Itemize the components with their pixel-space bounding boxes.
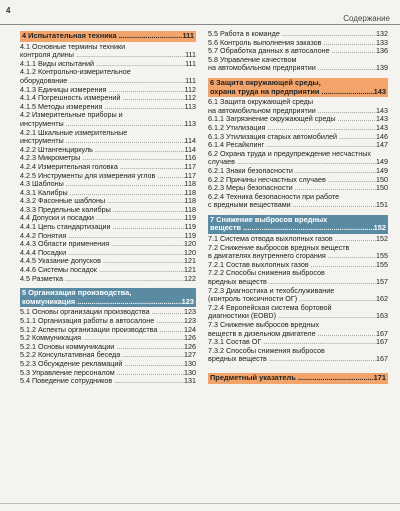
spacer [20, 283, 196, 287]
toc-page-number: 155 [376, 259, 388, 269]
toc-entry-text: 4.4.3 Области применения ..... [20, 240, 184, 249]
toc-entry[interactable] [20, 240, 196, 249]
toc-entry-text: 4.3.2 Фасонные шаблоны ..... [20, 197, 185, 206]
toc-page-number: 126 [184, 333, 196, 343]
toc-entry-text: 4.1.2 Контрольно-измерительное [20, 67, 131, 77]
toc-entry[interactable] [20, 94, 196, 103]
toc-entry-text: веществ ..... [210, 224, 374, 233]
toc-page-number: 114 [184, 144, 196, 154]
toc-chapter-header[interactable] [208, 373, 388, 384]
toc-entry-text: 7.2.3 Диагностика и техобслуживание [208, 285, 335, 295]
toc-entry-text: 6.2.4 Техника безопасности при работе [208, 191, 340, 201]
toc-page-number: 130 [184, 367, 196, 377]
toc-page-number: 143 [373, 86, 386, 96]
toc-page-number: 112 [184, 93, 196, 103]
toc-page-number: 119 [184, 213, 196, 223]
toc-entry[interactable] [20, 180, 196, 189]
toc-entry[interactable] [20, 275, 196, 284]
toc-entry[interactable] [20, 214, 196, 223]
toc-entry-text: 6.2.3 Меры безопасности ..... [208, 184, 376, 193]
toc-entry-text: 5.8 Управление качеством [208, 54, 297, 64]
toc-entry-text: 4.4.2 Понятия ..... [20, 232, 185, 241]
toc-entry-text: 6.1.2 Утилизация ..... [208, 124, 376, 133]
toc-entry[interactable] [208, 193, 388, 210]
toc-right-column [208, 30, 388, 385]
toc-entry-text: 7.2.1 Состав выхлопных газов ..... [208, 261, 376, 270]
toc-page-number: 146 [376, 131, 388, 141]
toc-entry[interactable] [20, 317, 196, 326]
toc-entry[interactable] [20, 377, 196, 386]
toc-page-number: 120 [184, 247, 196, 257]
toc-page-number: 118 [184, 179, 196, 189]
toc-entry-text: 4.1.5 Методы измерения ..... [20, 103, 185, 112]
toc-entry[interactable] [20, 43, 196, 60]
spacer [208, 73, 388, 77]
toc-entry[interactable] [20, 326, 196, 335]
toc-entry[interactable] [20, 351, 196, 360]
toc-entry-text: 4.4.6 Системы посадок ..... [20, 266, 184, 275]
toc-page-number: 112 [184, 84, 196, 94]
toc-page-number: 126 [184, 341, 196, 351]
toc-entry[interactable] [208, 287, 388, 304]
toc-page-number: 122 [184, 273, 196, 283]
toc-entry-text: на автомобильном предприятии ..... [208, 64, 376, 73]
toc-chapter-header[interactable] [20, 31, 196, 42]
toc-left-column [20, 30, 196, 386]
toc-entry-text: 4.3 Шаблоны ..... [20, 180, 185, 189]
toc-entry[interactable] [208, 39, 388, 48]
toc-entry[interactable] [20, 257, 196, 266]
toc-page-number: 121 [184, 265, 196, 275]
toc-entry[interactable] [20, 249, 196, 258]
toc-page-number: 123 [184, 316, 196, 325]
toc-page-number: 163 [376, 311, 388, 321]
toc-entry-text: коммуникация ..... [22, 298, 182, 307]
toc-entry-text: 4.4.5 Указание допусков ..... [20, 257, 184, 266]
toc-entry-text: в двигателях внутреннего сгорания ..... [208, 252, 376, 261]
toc-page-number: 118 [184, 196, 196, 206]
toc-entry-text: 5.6 Контроль выполнения заказов ..... [208, 39, 376, 48]
toc-page-number: 127 [184, 350, 196, 360]
toc-entry-text: 4 Испытательная техника ..... [22, 32, 182, 41]
toc-page-number: 111 [185, 50, 196, 60]
toc-entry-text: 4.4.1 Цепь стандартизации ..... [20, 223, 185, 232]
toc-entry-text: охрана труда на предприятии ..... [210, 88, 374, 97]
toc-page-number: 136 [376, 46, 388, 56]
toc-entry-text: контроля длины ..... [20, 51, 185, 60]
spacer [208, 210, 388, 214]
toc-entry[interactable] [208, 244, 388, 261]
toc-entry[interactable] [20, 146, 196, 155]
toc-entry-text: 4.2.2 Штангенциркуль ..... [20, 146, 185, 155]
toc-entry[interactable] [208, 133, 388, 142]
toc-page-number: 167 [376, 328, 388, 338]
footer-divider [0, 503, 400, 504]
toc-entry-text: 6.1.3 Утилизация старых автомобилей ..... [208, 133, 376, 142]
toc-entry-text: веществ в дизельном двигателе ..... [208, 330, 376, 339]
toc-entry-text: 4.4 Допуски и посадки ..... [20, 214, 185, 223]
toc-entry[interactable] [20, 68, 196, 85]
page-header [0, 0, 400, 26]
toc-entry[interactable] [208, 321, 388, 338]
toc-page-number: 149 [376, 165, 388, 175]
toc-page-number: 124 [184, 324, 196, 334]
toc-entry-text: 6 Защита окружающей среды, [210, 77, 321, 87]
toc-entry-text: 6.2.1 Знаки безопасности ..... [208, 167, 376, 176]
toc-page-number: 133 [376, 37, 388, 47]
toc-entry-text: 4.4.4 Посадки ..... [20, 249, 184, 258]
toc-entry[interactable] [20, 369, 196, 378]
toc-entry-text: вредных веществ ..... [208, 278, 376, 287]
toc-chapter-header[interactable] [208, 78, 388, 97]
toc-entry-text: 5.7 Обработка данных в автосалоне ..... [208, 47, 376, 56]
toc-page-number: 113 [184, 101, 196, 111]
toc-entry-text: на автомобильном предприятии ..... [208, 107, 376, 116]
toc-entry-text: 7.2.4 Европейская система бортовой [208, 302, 332, 312]
toc-entry-text: диагностики (ЕОВD) ..... [208, 312, 376, 321]
toc-page-number: 155 [376, 251, 388, 261]
toc-entry-text: 5.5 Работа в команде ..... [208, 30, 376, 39]
toc-entry-text: 4.3.3 Предельные калибры ..... [20, 206, 185, 215]
toc-entry[interactable] [208, 150, 388, 167]
toc-entry[interactable] [20, 334, 196, 343]
toc-entry[interactable] [20, 86, 196, 95]
toc-entry-text: 4.1.3 Единицы измерения ..... [20, 86, 185, 95]
toc-entry-text: (контроль токсичности ОГ) ..... [208, 295, 376, 304]
toc-page-number: 119 [184, 222, 196, 232]
toc-entry-text: 4.2.3 Микрометры ..... [20, 154, 185, 163]
toc-entry-text: 6.2.2 Причины несчастных случаев ..... [208, 176, 376, 185]
toc-entry-text: 4.2 Измерительные приборы и [20, 110, 123, 120]
toc-entry-text: 6.1.4 Ресайклинг ..... [208, 141, 376, 150]
header-divider [0, 24, 400, 25]
toc-page-number: 118 [184, 204, 196, 214]
toc-entry-text: 4.5 Разметка ..... [20, 275, 184, 284]
toc-page-number: 167 [376, 337, 388, 347]
toc-entry[interactable] [208, 176, 388, 185]
toc-entry[interactable] [20, 232, 196, 241]
toc-page-number: 139 [376, 63, 388, 73]
toc-entry-text: 4.1 Основные термины техники [20, 41, 126, 51]
toc-entry[interactable] [208, 347, 388, 364]
toc-page-number: 111 [185, 58, 196, 68]
toc-entry[interactable] [208, 304, 388, 321]
toc-page-number: 151 [376, 200, 388, 210]
toc-entry-text: 5 Организация производства, [22, 288, 132, 298]
toc-page-number: 131 [184, 376, 196, 386]
toc-entry-text: 5.1.2 Аспекты организации производства ..... [20, 326, 184, 335]
toc-entry-text: 5.1.1 Организация работы в автосалоне ..... [20, 317, 184, 326]
toc-page-number: 113 [184, 118, 196, 128]
toc-page-number: 132 [376, 29, 388, 38]
toc-entry[interactable] [208, 124, 388, 133]
toc-entry[interactable] [208, 98, 388, 115]
toc-entry-text: 5.2.3 Обсуждение рекламаций ..... [20, 360, 184, 369]
toc-entry[interactable] [20, 197, 196, 206]
toc-entry[interactable] [208, 30, 388, 39]
toc-page-number: 143 [376, 122, 388, 132]
toc-entry[interactable] [208, 115, 388, 124]
toc-entry[interactable] [20, 154, 196, 163]
toc-page-number: 111 [182, 31, 194, 40]
toc-entry[interactable] [20, 308, 196, 317]
toc-page-number: 149 [376, 157, 388, 167]
toc-entry-text: 4.2.1 Шкальные измерительные [20, 127, 128, 137]
toc-page-number: 120 [184, 239, 196, 249]
toc-page-number: 130 [184, 358, 196, 368]
toc-page-number: 119 [184, 230, 196, 240]
toc-page-number: 121 [184, 256, 196, 266]
toc-entry-text: 5.4 Поведение сотрудников ..... [20, 377, 184, 386]
toc-page-number: 143 [376, 114, 388, 124]
toc-entry-text: 7.2 Снижение выбросов вредных веществ [208, 242, 350, 252]
toc-page-number: 116 [184, 153, 196, 163]
toc-entry[interactable] [20, 343, 196, 352]
toc-entry-text: Предметный указатель ..... [210, 374, 374, 383]
toc-page-number: 150 [376, 183, 388, 193]
toc-entry[interactable] [208, 269, 388, 286]
toc-entry-text: 7 Снижение выбросов вредных [210, 214, 328, 224]
toc-page-number: 150 [376, 174, 388, 184]
toc-page-number: 143 [376, 105, 388, 115]
toc-entry[interactable] [20, 189, 196, 198]
toc-chapter-header[interactable] [20, 288, 196, 307]
toc-entry-text: 4.2.5 Инструменты для измерения углов ..... [20, 172, 185, 181]
toc-page-number: 152 [376, 234, 388, 244]
toc-entry-text: 4.1.4 Погрешность измерений ..... [20, 94, 185, 103]
toc-page-number: 123 [184, 307, 196, 317]
toc-entry[interactable] [208, 167, 388, 176]
toc-entry[interactable] [20, 129, 196, 146]
toc-entry[interactable] [20, 266, 196, 275]
toc-entry-text: 7.1 Система отвода выхлопных газов ..... [208, 235, 376, 244]
toc-page-number: 157 [376, 277, 388, 287]
toc-page-number: 147 [376, 140, 388, 150]
toc-page-number: 111 [185, 75, 196, 85]
toc-page-number: 118 [184, 187, 196, 197]
toc-entry[interactable] [20, 223, 196, 232]
toc-entry-text: с вредными веществами ..... [208, 201, 376, 210]
toc-chapter-header[interactable] [208, 215, 388, 234]
toc-entry-text: 6.2 Охрана труда и предупреждение несчастных [208, 148, 371, 158]
toc-entry-text: 4.3.1 Калибры ..... [20, 189, 185, 198]
toc-entry-text: инструменты ..... [20, 137, 185, 146]
toc-entry-text: оборудование ..... [20, 77, 185, 86]
toc-entry[interactable] [20, 111, 196, 128]
toc-page-number: 167 [376, 354, 388, 364]
toc-entry-text: 5.2.2 Консультативная беседа ..... [20, 351, 184, 360]
toc-entry[interactable] [20, 172, 196, 181]
toc-entry-text: 4.2.4 Измерительная головка ..... [20, 163, 185, 172]
toc-page-number: 162 [376, 294, 388, 304]
toc-entry-text: 5.2 Коммуникация ..... [20, 334, 184, 343]
toc-page-number: 114 [184, 136, 196, 146]
toc-page-number: 123 [181, 296, 194, 306]
toc-entry-text: 4.1.1 Виды испытаний ..... [20, 60, 185, 69]
toc-page-number: 171 [373, 372, 386, 382]
toc-entry-text: 5.3 Управление персоналом ..... [20, 369, 184, 378]
toc-page-number: 117 [184, 161, 196, 171]
toc-entry[interactable] [20, 163, 196, 172]
toc-entry-text: вредных веществ ..... [208, 355, 376, 364]
toc-entry[interactable] [20, 206, 196, 215]
section-title: Содержание [343, 14, 390, 23]
toc-entry-text: 6.1.1 Загрязнение окружающей среды ..... [208, 115, 376, 124]
toc-entry-text: 5.1 Основы организации производства ..... [20, 308, 184, 317]
toc-entry-text: 6.1 Защита окружающей среды [208, 97, 314, 107]
toc-entry-text: 7.3.2 Способы снижения выбросов [208, 345, 325, 355]
toc-entry-text: инструменты ..... [20, 120, 185, 129]
spacer [208, 368, 388, 372]
toc-page-number: 152 [373, 223, 386, 233]
toc-entry-text: случаев ..... [208, 158, 376, 167]
toc-entry-text: 5.2.1 Основы коммуникации ..... [20, 343, 184, 352]
toc-entry-text: 7.3 Снижение выбросов вредных [208, 320, 320, 329]
page-number: 4 [6, 6, 11, 15]
toc-entry-text: 7.2.2 Способы снижения выбросов [208, 268, 325, 278]
toc-entry[interactable] [20, 360, 196, 369]
toc-page-number: 117 [184, 170, 196, 180]
toc-entry-text: 7.3.1 Состав ОГ ..... [208, 338, 376, 347]
toc-entry[interactable] [208, 56, 388, 73]
